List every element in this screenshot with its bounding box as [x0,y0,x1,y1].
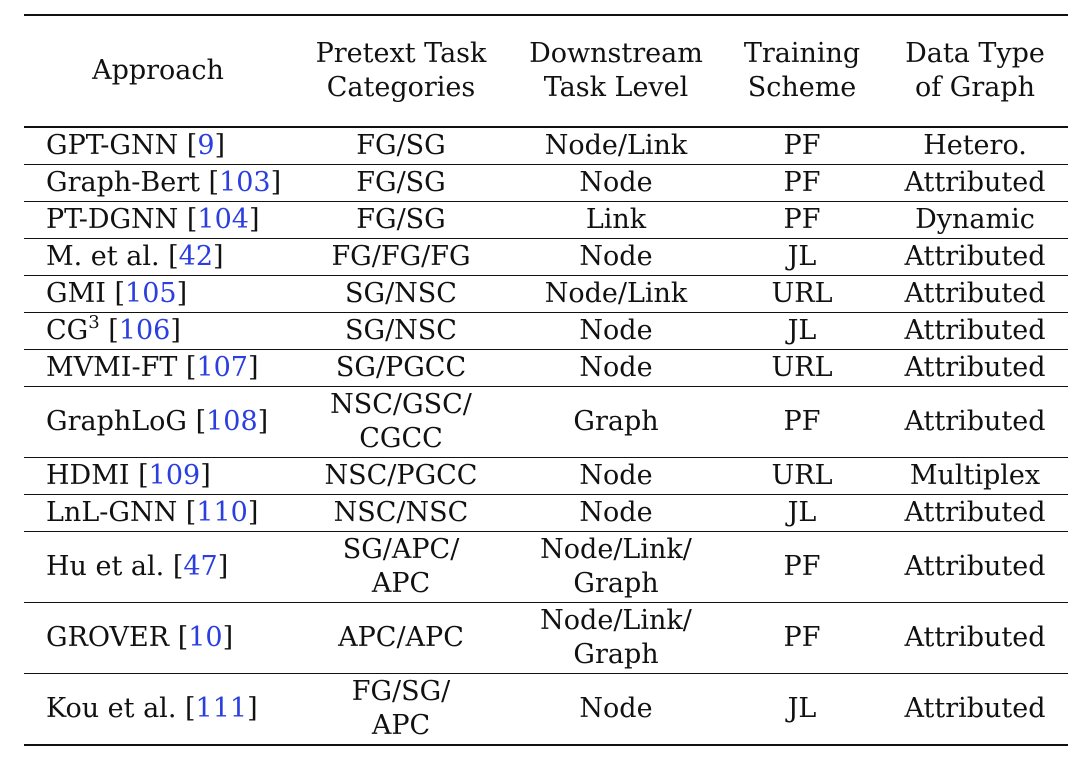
approach-cell: GPT-GNN [9] [24,127,292,165]
comparison-table [24,14,1068,746]
task-level-line: Node [579,497,653,528]
pretext-line: APC/APC [338,622,464,653]
approach-cell: Hu et al. [47] [24,532,292,603]
pretext-cell [292,674,510,746]
pretext-line: APC [371,568,431,599]
task-level-cell [510,387,722,458]
data-type-cell: Multiplex [882,458,1068,495]
approach-cell: GMI [105] [24,276,292,313]
approach-name: GROVER [46,622,170,653]
approach-name: GraphLoG [46,406,187,437]
data-type-cell: Attributed [882,313,1068,350]
pretext-cell [292,202,510,239]
table-row [24,239,1068,276]
training-scheme-cell: JL [722,313,882,350]
pretext-line: CGCC [359,423,443,454]
pretext-line: NSC/NSC [333,497,469,528]
column-header-line: Training [743,38,861,69]
task-level-line: Graph [573,568,659,599]
pretext-cell [292,313,510,350]
citation-link[interactable]: 111 [195,693,248,724]
pretext-cell [292,532,510,603]
data-type-cell: Dynamic [882,202,1068,239]
pretext-line: SG/PGCC [335,352,467,383]
pretext-line: FG/SG [356,167,446,198]
approach-name: PT-DGNN [46,204,179,235]
table-row [24,313,1068,350]
pretext-line: SG/APC/ [342,534,460,565]
table-container [24,14,1068,746]
table-row [24,276,1068,313]
table-row [24,458,1068,495]
data-type-cell: Attributed [882,276,1068,313]
approach-name: M. et al. [46,241,160,272]
approach-name: GPT-GNN [46,130,179,161]
table-row [24,202,1068,239]
table-row [24,532,1068,603]
approach-cell: MVMI-FT [107] [24,350,292,387]
citation-link[interactable]: 110 [196,497,248,528]
table-row [24,674,1068,746]
approach-name: HDMI [46,460,130,491]
pretext-cell [292,350,510,387]
task-level-cell [510,458,722,495]
task-level-cell [510,674,722,746]
task-level-cell [510,350,722,387]
approach-cell: Graph-Bert [103] [24,165,292,202]
column-header-line: Downstream [529,38,703,69]
data-type-cell: Attributed [882,387,1068,458]
citation-link[interactable]: 107 [196,352,248,383]
training-scheme-cell: PF [722,532,882,603]
pretext-line: NSC/PGCC [324,460,478,491]
approach-cell: HDMI [109] [24,458,292,495]
approach-name: Graph-Bert [46,167,200,198]
approach-name: Hu et al. [46,551,165,582]
approach-cell: LnL-GNN [110] [24,495,292,532]
data-type-cell: Attributed [882,350,1068,387]
task-level-cell [510,127,722,165]
approach-cell: GROVER [10] [24,603,292,674]
pretext-line: FG/SG [356,204,446,235]
table-row [24,127,1068,165]
table-header [24,15,1068,127]
training-scheme-cell: PF [722,165,882,202]
citation-link[interactable]: 108 [206,406,258,437]
task-level-line: Graph [573,639,659,670]
task-level-cell [510,202,722,239]
data-type-cell: Attributed [882,239,1068,276]
training-scheme-cell: URL [722,276,882,313]
task-level-line: Node/Link [544,278,688,309]
training-scheme-cell: PF [722,387,882,458]
task-level-cell [510,495,722,532]
pretext-cell [292,603,510,674]
pretext-line: FG/SG/ [351,676,451,707]
training-scheme-cell: JL [722,495,882,532]
pretext-line: FG/SG [356,130,446,161]
pretext-cell [292,165,510,202]
training-scheme-cell: JL [722,674,882,746]
task-level-line: Node [579,693,653,724]
approach-cell: $CG^3$ [106] [24,313,292,350]
pretext-line: SG/NSC [345,278,457,309]
column-header [722,15,882,127]
table-row [24,165,1068,202]
citation-link[interactable]: 42 [178,241,214,272]
task-level-cell [510,239,722,276]
column-header [882,15,1068,127]
citation-link[interactable]: 10 [188,622,223,653]
task-level-line: Node [579,241,653,272]
data-type-cell: Hetero. [882,127,1068,165]
approach-superscript: 3 [88,312,100,333]
approach-cell: PT-DGNN [104] [24,202,292,239]
table-row [24,603,1068,674]
citation-link[interactable]: 106 [118,315,171,346]
citation-link[interactable]: 103 [219,167,271,198]
task-level-cell [510,313,722,350]
data-type-cell: Attributed [882,532,1068,603]
column-header-line: of Graph [914,72,1036,103]
column-header-line: Approach [92,55,224,86]
approach-cell: Kou et al. [111] [24,674,292,746]
approach-name: MVMI-FT [46,352,178,383]
approach-name: CG [46,315,89,346]
pretext-line: APC [371,710,431,741]
task-level-cell [510,603,722,674]
task-level-line: Node [579,460,653,491]
column-header-line: Scheme [747,72,857,103]
task-level-cell [510,532,722,603]
pretext-cell [292,127,510,165]
column-header-line: Categories [326,72,476,103]
pretext-cell [292,495,510,532]
citation-link[interactable]: 109 [148,460,201,491]
column-header-line: Data Type [905,38,1045,69]
data-type-cell: Attributed [882,165,1068,202]
task-level-line: Graph [573,406,659,437]
approach-cell: GraphLoG [108] [24,387,292,458]
task-level-line: Link [585,204,647,235]
training-scheme-cell: PF [722,202,882,239]
training-scheme-cell: URL [722,458,882,495]
training-scheme-cell: URL [722,350,882,387]
task-level-line: Node/Link [544,130,688,161]
table-body [24,127,1068,745]
pretext-line: SG/NSC [345,315,457,346]
data-type-cell: Attributed [882,495,1068,532]
table-row [24,350,1068,387]
column-header-line: Task Level [543,72,689,103]
pretext-cell [292,276,510,313]
training-scheme-cell: PF [722,127,882,165]
column-header [510,15,722,127]
pretext-cell [292,458,510,495]
task-level-line: Node [579,352,653,383]
approach-name: Kou et al. [46,693,177,724]
citation-link[interactable]: 47 [183,551,218,582]
citation-link[interactable]: 9 [197,130,215,161]
task-level-cell [510,165,722,202]
table-row [24,495,1068,532]
task-level-cell [510,276,722,313]
training-scheme-cell: JL [722,239,882,276]
approach-name: GMI [46,278,106,309]
task-level-line: Node/Link/ [540,605,692,636]
pretext-cell [292,387,510,458]
data-type-cell: Attributed [882,603,1068,674]
header-row [24,15,1068,127]
citation-link[interactable]: 104 [197,204,249,235]
data-type-cell: Attributed [882,674,1068,746]
column-header [24,15,292,127]
task-level-line: Node/Link/ [540,534,692,565]
training-scheme-cell: PF [722,603,882,674]
column-header-line: Pretext Task [315,38,487,69]
pretext-line: NSC/GSC/ [330,389,472,420]
table-row [24,387,1068,458]
approach-name: LnL-GNN [46,497,178,528]
column-header [292,15,510,127]
pretext-line: FG/FG/FG [331,241,471,272]
task-level-line: Node [579,315,653,346]
task-level-line: Node [579,167,653,198]
pretext-cell [292,239,510,276]
approach-cell: M. et al. [42] [24,239,292,276]
citation-link[interactable]: 105 [125,278,177,309]
